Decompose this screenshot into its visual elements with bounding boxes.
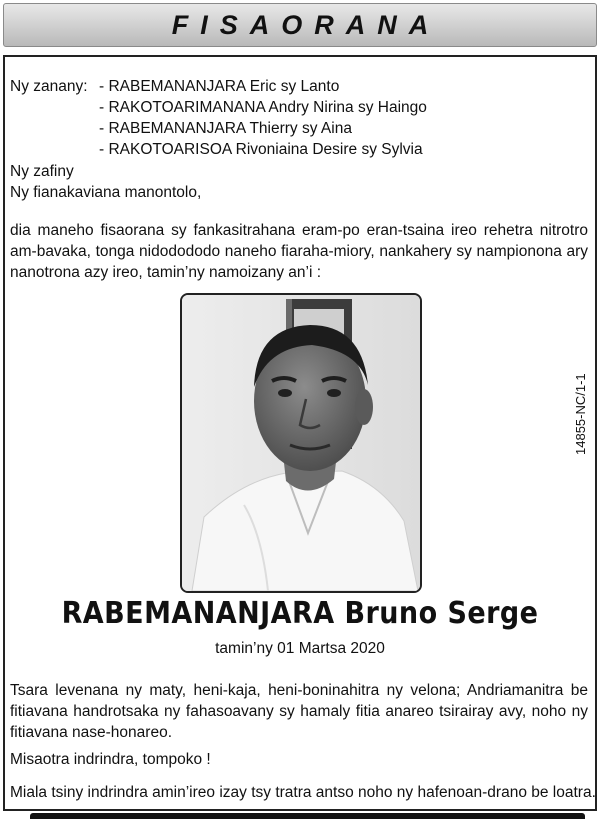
intro-paragraph: dia maneho fisaorana sy fankasitrahana eram-po eran-tsaina ireo rehetra nitrotro am-bavaka, tonga nidodododo naneho fiaraha-miory, nankahery sy nampionona ary nanotrona azy ireo, tamin’ny namoizany an’i :: [10, 222, 588, 281]
closing-paragraph: Tsara levenana ny maty, heni-kaja, heni-boninahitra ny velona; Andriamanitra be fitiavana handrotsaka ny fahasoavany sy hamaly fitia anareo tsirairay avy, noho ny fitiavana nase-honareo.: [10, 682, 588, 741]
death-date: tamin’ny 01 Martsa 2020: [215, 640, 385, 657]
family-line: Ny fianakaviana manontolo,: [10, 184, 202, 201]
deceased-name: RABEMANANJARA Bruno Serge: [61, 596, 539, 631]
portrait-photo: [180, 293, 422, 593]
page-title: FISAORANA: [171, 9, 441, 40]
grandchildren-line: Ny zafiny: [10, 163, 74, 180]
child-item: - RAKOTOARISOA Rivoniaina Desire sy Sylvia: [99, 141, 423, 158]
reference-code: 14855-NC/1-1: [573, 373, 588, 455]
children-label: Ny zanany:: [10, 78, 88, 95]
portrait-image: [182, 295, 420, 591]
bottom-border: [30, 813, 585, 819]
header-banner: [3, 3, 597, 47]
child-item: - RABEMANANJARA Eric sy Lanto: [99, 78, 340, 95]
child-item: - RAKOTOARIMANANA Andry Nirina sy Haingo: [99, 99, 427, 116]
child-item: - RABEMANANJARA Thierry sy Aina: [99, 120, 352, 137]
thanks-line: Misaotra indrindra, tompoko !: [10, 751, 211, 768]
apology-line: Miala tsiny indrindra amin’ireo izay tsy tratra antso noho ny hafenoan-drano be loatra.: [10, 784, 596, 801]
